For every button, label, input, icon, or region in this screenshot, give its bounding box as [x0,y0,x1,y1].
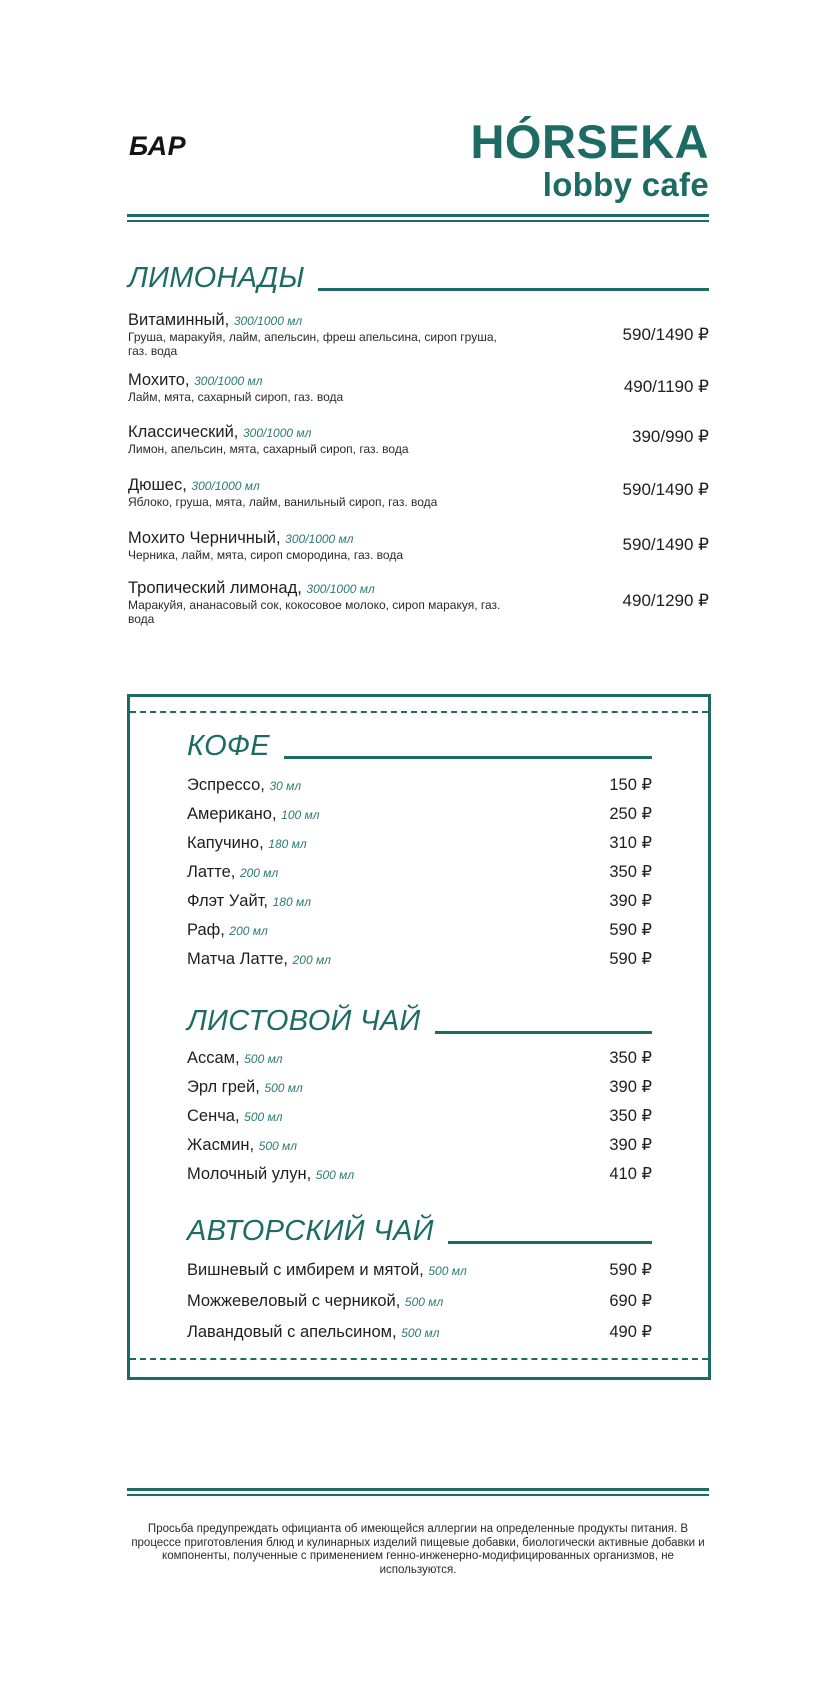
coffee-section [187,732,652,978]
item-price: 590 ₽ [609,921,652,939]
hot-drinks-box [127,694,711,1380]
signature-tea-title: АВТОРСКИЙ ЧАЙ [187,1215,434,1247]
allergy-note: Просьба предупреждать официанта об имеющейся аллергии на определенные продукты питания. В процессе приготовления блюд и кулинарных изделий пищевые добавки, биологически активные добавки и компоненты, полученные с применением генно-инженерно-модифицированных организмов, не используются. [131,1523,705,1576]
item-price: 390 ₽ [609,1136,652,1154]
signature-tea-heading [187,1217,652,1246]
item-name: Тропический лимонад, [128,579,302,597]
item-volume: 300/1000 мл [194,374,263,388]
item-description: Яблоко, груша, мята, лайм, ванильный сироп, газ. вода [128,495,438,509]
item-description: Лайм, мята, сахарный сироп, газ. вода [128,390,344,404]
item-price: 350 ₽ [609,1049,652,1067]
item-price: 490 ₽ [609,1323,652,1341]
item-name: Эспрессо, [187,776,265,794]
item-price: 690 ₽ [609,1292,652,1310]
item-price: 250 ₽ [609,805,652,823]
item-volume: 300/1000 мл [191,479,260,493]
item-price: 390/990 ₽ [632,427,709,446]
item-name: Капучино, [187,834,264,852]
item-volume: 300/1000 мл [306,582,375,596]
item-price: 590 ₽ [609,950,652,968]
item-name: Молочный улун, [187,1165,312,1183]
item-price: 590/1490 ₽ [622,325,709,344]
heading-rule [435,1031,652,1034]
coffee-heading [187,732,652,761]
item-volume: 200 мл [239,866,279,880]
item-volume: 500 мл [258,1139,298,1153]
brand-logo [470,115,709,203]
heading-rule [284,756,652,759]
menu-item [187,862,652,891]
header-divider [127,214,709,224]
lemonades-heading [128,264,709,293]
item-volume: 180 мл [272,895,311,909]
item-description: Маракуйя, ананасовый сок, кокосовое молоко, сироп маракуя, газ. вода [128,598,501,626]
menu-item [128,476,709,529]
item-description: Груша, маракуйя, лайм, апельсин, фреш апельсина, сироп груша, газ. вода [128,330,497,358]
item-volume: 300/1000 мл [233,314,303,328]
item-name: Витаминный, [128,311,230,329]
item-name: Ассам, [187,1049,240,1067]
lemonades-list [128,311,709,629]
item-name: Классический, [128,423,239,441]
leaf-tea-section [187,1007,652,1193]
menu-item [128,423,709,476]
item-name: Американо, [187,805,277,823]
item-volume: 180 мл [268,837,307,851]
menu-item [187,1322,652,1353]
item-price: 390 ₽ [609,892,652,910]
menu-item [128,371,709,423]
heading-rule [448,1241,652,1244]
item-name: Лавандовый с апельсином, [187,1323,397,1341]
menu-item [187,920,652,949]
item-name: Вишневый с имбирем и мятой, [187,1261,424,1279]
section-title-bar: БАР [129,131,187,161]
menu-item [187,1077,652,1106]
menu-item [187,891,652,920]
item-price: 310 ₽ [609,834,652,852]
leaf-tea-heading [187,1007,652,1036]
item-volume: 30 мл [269,779,302,793]
item-volume: 500 мл [401,1326,440,1340]
coffee-title: КОФЕ [187,730,270,762]
item-price: 590/1490 ₽ [622,535,709,554]
logo-main-text: HÓRSEKA [470,115,709,168]
dashed-divider-top [130,711,708,713]
menu-item [187,949,652,978]
item-price: 490/1190 ₽ [623,377,709,396]
item-name: Матча Латте, [187,950,288,968]
menu-item [187,1135,652,1164]
item-volume: 500 мл [428,1264,467,1278]
heading-rule [318,288,709,291]
item-name: Можжевеловый с черникой, [187,1292,401,1310]
menu-item [187,1048,652,1077]
leaf-tea-title: ЛИСТОВОЙ ЧАЙ [187,1005,421,1037]
item-price: 350 ₽ [609,1107,652,1125]
item-price: 350 ₽ [609,863,652,881]
item-name: Эрл грей, [187,1078,260,1096]
menu-item [187,1164,652,1193]
item-volume: 500 мл [404,1295,444,1309]
item-name: Дюшес, [128,476,187,494]
item-name: Флэт Уайт, [187,892,269,910]
lemonades-title: ЛИМОНАДЫ [128,262,305,294]
menu-item [128,311,709,371]
menu-item [187,1106,652,1135]
logo-sub-text: lobby cafe [542,166,709,203]
item-price: 490/1290 ₽ [622,591,709,610]
footer-divider [127,1488,709,1498]
menu-item [187,804,652,833]
item-name: Мохито Черничный, [128,529,281,547]
item-description: Лимон, апельсин, мята, сахарный сироп, газ. вода [128,442,409,456]
menu-item [187,833,652,862]
item-name: Мохито, [128,371,190,389]
item-volume: 300/1000 мл [243,426,312,440]
item-volume: 200 мл [229,924,268,938]
menu-item [187,775,652,804]
menu-item [128,529,709,579]
item-name: Раф, [187,921,225,939]
item-volume: 100 мл [281,808,320,822]
item-price: 590 ₽ [609,1261,652,1279]
item-volume: 500 мл [264,1081,303,1095]
item-price: 150 ₽ [609,776,652,794]
item-name: Латте, [187,863,236,881]
menu-item [128,579,709,629]
item-name: Жасмин, [187,1136,255,1154]
item-price: 390 ₽ [609,1078,652,1096]
item-price: 410 ₽ [609,1165,652,1183]
item-price: 590/1490 ₽ [622,480,709,499]
item-volume: 300/1000 мл [285,532,354,546]
item-volume: 500 мл [244,1052,283,1066]
item-volume: 500 мл [315,1168,355,1182]
menu-item [187,1291,652,1322]
item-name: Сенча, [187,1107,240,1125]
signature-tea-section [187,1217,652,1353]
item-volume: 500 мл [244,1110,283,1124]
item-volume: 200 мл [292,953,331,967]
dashed-divider-bottom [130,1358,708,1360]
menu-item [187,1260,652,1291]
item-description: Черника, лайм, мята, сироп смородина, газ. вода [128,548,403,562]
